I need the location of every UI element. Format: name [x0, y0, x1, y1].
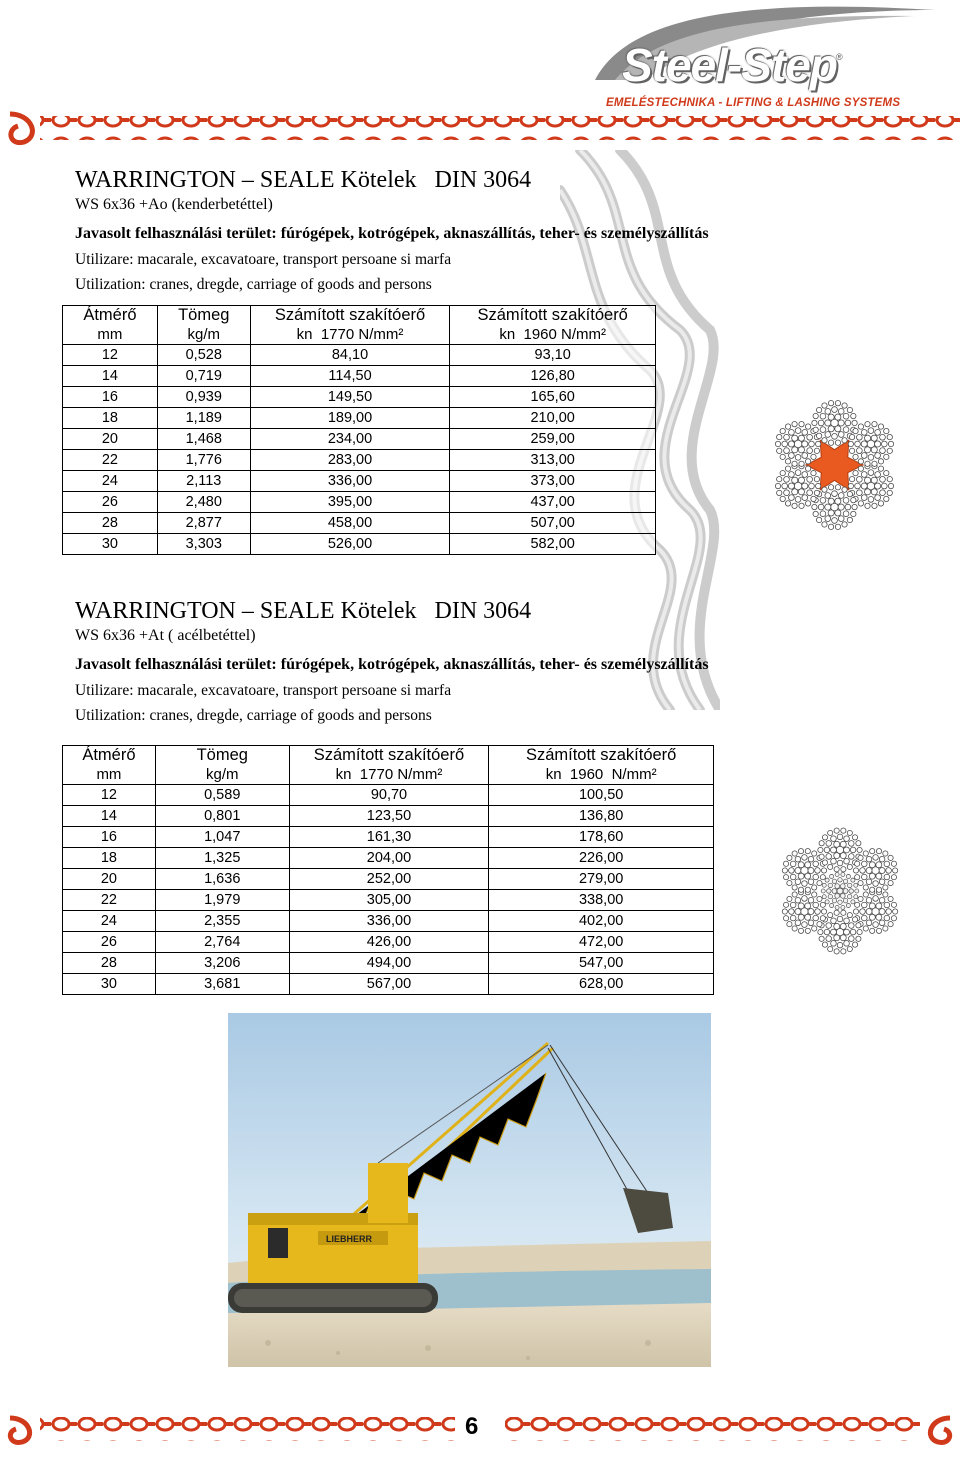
breaking-force-1960-cell: 279,00	[489, 869, 714, 890]
breaking-force-1770-cell: 395,00	[250, 492, 450, 513]
breaking-force-1960-cell: 100,50	[489, 785, 714, 806]
section1-spec-table	[62, 305, 656, 555]
breaking-force-1770-cell: 305,00	[289, 890, 489, 911]
table-row	[63, 911, 714, 932]
diameter-cell: 26	[63, 492, 158, 513]
section2-subtitle: WS 6x36 +At ( acélbetéttel)	[75, 627, 256, 644]
table-row	[63, 785, 714, 806]
breaking-force-1960-cell: 373,00	[450, 471, 656, 492]
table-row	[63, 450, 656, 471]
table-row	[63, 974, 714, 995]
section2-title: WARRINGTON – SEALE Kötelek DIN 3064	[75, 598, 532, 624]
weight-cell: 1,776	[157, 450, 250, 471]
registered-mark: ®	[836, 52, 843, 62]
table-row	[63, 429, 656, 450]
breaking-force-1960-cell: 210,00	[450, 408, 656, 429]
dragline-crane-photo	[228, 1013, 711, 1367]
table-row	[63, 387, 656, 408]
breaking-force-1960-cell: 226,00	[489, 848, 714, 869]
breaking-force-1960-cell: 126,80	[450, 366, 656, 387]
weight-cell: 2,764	[155, 932, 289, 953]
section1-title: WARRINGTON – SEALE Kötelek DIN 3064	[75, 167, 532, 193]
section2-usage-en: Utilization: cranes, dregde, carriage of goods and persons	[75, 707, 432, 724]
column-header: Átmérő mm	[63, 746, 156, 785]
table-row	[63, 806, 714, 827]
table-row	[63, 932, 714, 953]
brand-tagline: EMELÉSTECHNIKA - LIFTING & LASHING SYSTEMS	[606, 97, 901, 109]
table-row	[63, 366, 656, 387]
weight-cell: 0,528	[157, 345, 250, 366]
table-row	[63, 492, 656, 513]
breaking-force-1770-cell: 204,00	[289, 848, 489, 869]
diameter-cell: 28	[63, 513, 158, 534]
weight-cell: 1,047	[155, 827, 289, 848]
section1-subtitle: WS 6x36 +Ao (kenderbetéttel)	[75, 196, 273, 213]
breaking-force-1770-cell: 252,00	[289, 869, 489, 890]
table-row	[63, 513, 656, 534]
section1-usage-ro: Utilizare: macarale, excavatoare, transport persoane si marfa	[75, 251, 452, 268]
diameter-cell: 12	[63, 785, 156, 806]
rope-cross-section-fiber-core-icon	[762, 400, 907, 530]
weight-cell: 3,303	[157, 534, 250, 555]
weight-cell: 0,719	[157, 366, 250, 387]
diameter-cell: 22	[63, 890, 156, 911]
diameter-cell: 14	[63, 366, 158, 387]
weight-cell: 3,206	[155, 953, 289, 974]
diameter-cell: 26	[63, 932, 156, 953]
diameter-cell: 30	[63, 974, 156, 995]
column-header: Tömeg kg/m	[155, 746, 289, 785]
weight-cell: 0,939	[157, 387, 250, 408]
breaking-force-1770-cell: 526,00	[250, 534, 450, 555]
weight-cell: 2,355	[155, 911, 289, 932]
table-row	[63, 848, 714, 869]
column-header: Számított szakítóerő kn 1770 N/mm²	[250, 306, 450, 345]
breaking-force-1770-cell: 494,00	[289, 953, 489, 974]
breaking-force-1960-cell: 547,00	[489, 953, 714, 974]
breaking-force-1770-cell: 336,00	[250, 471, 450, 492]
breaking-force-1960-cell: 338,00	[489, 890, 714, 911]
section2-usage-ro: Utilizare: macarale, excavatoare, transport persoane si marfa	[75, 682, 452, 699]
diameter-cell: 16	[63, 387, 158, 408]
top-chain-decoration	[0, 108, 960, 148]
table-row	[63, 345, 656, 366]
crane-brand-label: LIEBHERR	[326, 1234, 373, 1244]
brand-logo: Steel-Step	[622, 39, 837, 91]
weight-cell: 0,589	[155, 785, 289, 806]
column-header: Számított szakítóerő kn 1770 N/mm²	[289, 746, 489, 785]
weight-cell: 2,480	[157, 492, 250, 513]
table-row	[63, 827, 714, 848]
diameter-cell: 24	[63, 911, 156, 932]
table-header-row	[63, 746, 714, 785]
section2-usage-hu: Javasolt felhasználási terület: fúrógépek, kotrógépek, aknaszállítás, teher- és személyszállítás	[75, 656, 709, 673]
weight-cell: 2,877	[157, 513, 250, 534]
bottom-chain-decoration-right	[505, 1412, 960, 1446]
column-header: Tömeg kg/m	[157, 306, 250, 345]
breaking-force-1770-cell: 149,50	[250, 387, 450, 408]
column-header: Átmérő mm	[63, 306, 158, 345]
table-header-row	[63, 306, 656, 345]
breaking-force-1960-cell: 472,00	[489, 932, 714, 953]
breaking-force-1770-cell: 84,10	[250, 345, 450, 366]
weight-cell: 1,468	[157, 429, 250, 450]
diameter-cell: 22	[63, 450, 158, 471]
breaking-force-1770-cell: 189,00	[250, 408, 450, 429]
diameter-cell: 18	[63, 408, 158, 429]
breaking-force-1770-cell: 458,00	[250, 513, 450, 534]
weight-cell: 2,113	[157, 471, 250, 492]
weight-cell: 0,801	[155, 806, 289, 827]
table-row	[63, 953, 714, 974]
diameter-cell: 20	[63, 869, 156, 890]
breaking-force-1770-cell: 161,30	[289, 827, 489, 848]
breaking-force-1960-cell: 178,60	[489, 827, 714, 848]
breaking-force-1960-cell: 628,00	[489, 974, 714, 995]
page-number: 6	[465, 1413, 479, 1440]
breaking-force-1770-cell: 283,00	[250, 450, 450, 471]
table-row	[63, 890, 714, 911]
section1-usage-en: Utilization: cranes, dregde, carriage of goods and persons	[75, 276, 432, 293]
breaking-force-1770-cell: 123,50	[289, 806, 489, 827]
breaking-force-1770-cell: 567,00	[289, 974, 489, 995]
breaking-force-1770-cell: 90,70	[289, 785, 489, 806]
diameter-cell: 12	[63, 345, 158, 366]
breaking-force-1960-cell: 165,60	[450, 387, 656, 408]
breaking-force-1960-cell: 507,00	[450, 513, 656, 534]
table-row	[63, 534, 656, 555]
bottom-chain-decoration-left	[0, 1412, 455, 1446]
breaking-force-1960-cell: 402,00	[489, 911, 714, 932]
breaking-force-1770-cell: 234,00	[250, 429, 450, 450]
breaking-force-1960-cell: 259,00	[450, 429, 656, 450]
diameter-cell: 30	[63, 534, 158, 555]
weight-cell: 1,189	[157, 408, 250, 429]
column-header: Számított szakítóerő kn 1960 N/mm²	[489, 746, 714, 785]
breaking-force-1960-cell: 93,10	[450, 345, 656, 366]
breaking-force-1960-cell: 582,00	[450, 534, 656, 555]
table-row	[63, 471, 656, 492]
breaking-force-1960-cell: 437,00	[450, 492, 656, 513]
diameter-cell: 24	[63, 471, 158, 492]
diameter-cell: 14	[63, 806, 156, 827]
section1-usage-hu: Javasolt felhasználási terület: fúrógépek, kotrógépek, aknaszállítás, teher- és személyszállítás	[75, 225, 709, 242]
table-row	[63, 408, 656, 429]
weight-cell: 1,325	[155, 848, 289, 869]
weight-cell: 3,681	[155, 974, 289, 995]
breaking-force-1770-cell: 426,00	[289, 932, 489, 953]
weight-cell: 1,636	[155, 869, 289, 890]
breaking-force-1960-cell: 136,80	[489, 806, 714, 827]
breaking-force-1770-cell: 114,50	[250, 366, 450, 387]
diameter-cell: 16	[63, 827, 156, 848]
section2-spec-table	[62, 745, 714, 995]
breaking-force-1960-cell: 313,00	[450, 450, 656, 471]
diameter-cell: 28	[63, 953, 156, 974]
table-row	[63, 869, 714, 890]
weight-cell: 1,979	[155, 890, 289, 911]
breaking-force-1770-cell: 336,00	[289, 911, 489, 932]
rope-cross-section-steel-core-icon	[770, 826, 910, 956]
diameter-cell: 18	[63, 848, 156, 869]
diameter-cell: 20	[63, 429, 158, 450]
column-header: Számított szakítóerő kn 1960 N/mm²	[450, 306, 656, 345]
